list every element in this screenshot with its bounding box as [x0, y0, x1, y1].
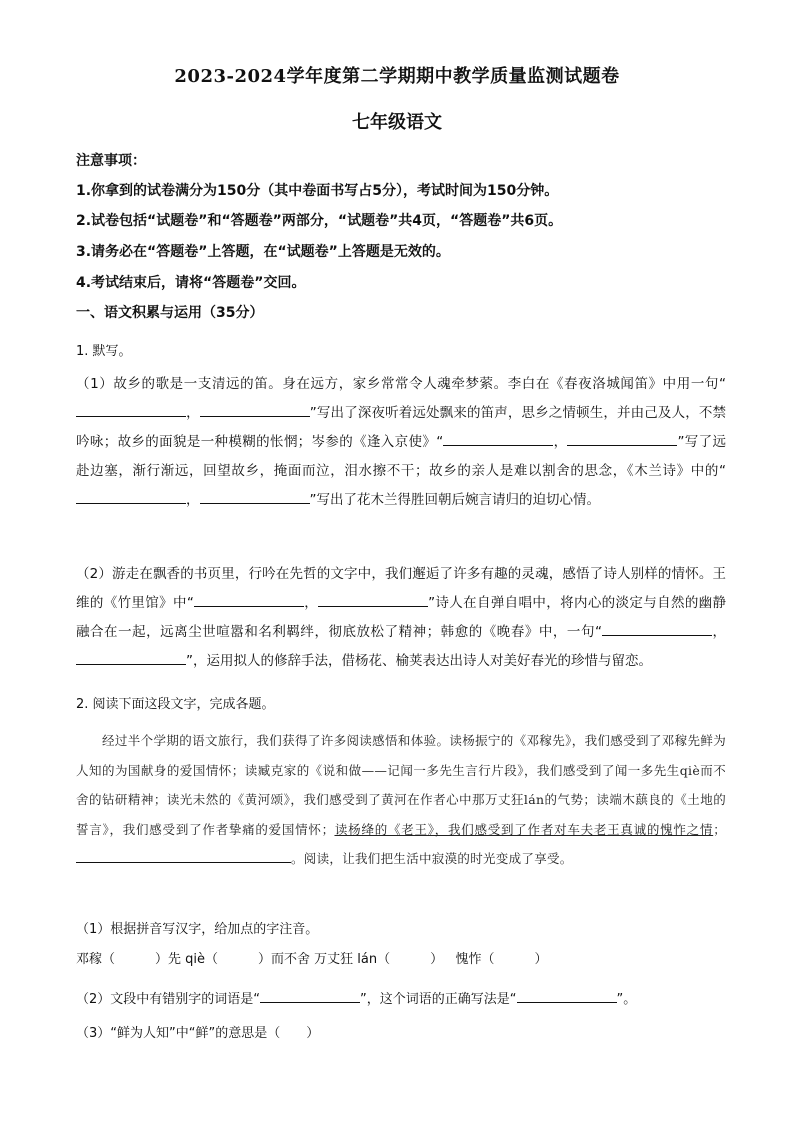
subquestion-2: （2）文段中有错别字的词语是“ ”，这个词语的正确写法是“ ”。	[76, 987, 636, 1007]
notice-item: 2.试卷包括“试题卷”和“答题卷”两部分，“试题卷”共4页，“答题卷”共6页。	[76, 213, 563, 229]
answer-blank[interactable]	[443, 430, 553, 446]
answer-blank[interactable]	[200, 488, 310, 504]
notice-item: 1.你拿到的试卷满分为150分（其中卷面书写占5分），考试时间为150分钟。	[76, 183, 559, 199]
answer-blank[interactable]	[76, 649, 186, 665]
question-1-part-1: （1）故乡的歌是一支清远的笛。身在远方，家乡常常令人魂牵梦萦。李白在《春夜洛城闻笛》中用一句“， ”写出了深夜听着远处飘来的笛声，思乡之情顿生，并由己及人，不禁吟咏；故乡的面貌是一种模糊的怅惘；岑参的《逢入京使》“ ， ”写了远赴边塞，渐行渐远，回望故乡，掩面而泣，泪水擦不干；故乡的亲人是难以割舍的思念，《木兰诗》中的“， ”写出了花木兰得胜回朝后婉言请归的迫切心情。	[76, 376, 726, 508]
answer-blank[interactable]	[260, 987, 360, 1003]
answer-blank[interactable]	[567, 430, 677, 446]
section-heading: 一、语文积累与运用（35分）	[76, 305, 264, 321]
question-1-part-2: （2）游走在飘香的书页里，行吟在先哲的文字中，我们邂逅了许多有趣的灵魂，感悟了诗人别样的情怀。王维的《竹里馆》中“ ， ”诗人在自弹自唱中，将内心的淡定与自然的幽静融合在一起，远离尘世喧嚣和名利羁绊，彻底放松了精神；韩愈的《晚春》中，一句“ ，”，运用拟人的修辞手法，借杨花、榆荚表达出诗人对美好春光的珍惜与留恋。	[76, 566, 727, 669]
answer-blank[interactable]	[200, 401, 310, 417]
answer-blank[interactable]	[76, 847, 291, 863]
answer-blank[interactable]	[517, 987, 617, 1003]
underlined-sentence: 读杨绛的《老王》，我们感受到了作者对车夫老王真诚的愧怍之情	[334, 821, 714, 837]
reading-passage: 经过半个学期的语文旅行，我们获得了许多阅读感悟和体验。读杨振宁的《邓稼先》，我们感受到了邓稼先鲜为人知的为国献身的爱国情怀；读臧克家的《说和做——记闻一多先生言行片段》，我们感受到了闻一多先生qiè而不舍的钻研精神；读光未然的《黄河颂》，我们感受到了黄河在作者心中那万丈狂lán的气势；读端木蕻良的《土地的誓言》，我们感受到了作者挚痛的爱国情怀；读杨绛的《老王》，我们感受到了作者对车夫老王真诚的愧怍之情；。阅读，让我们把生活中寂漠的时光变成了享受。	[76, 733, 726, 866]
answer-blank[interactable]	[76, 488, 186, 504]
notice-item: 3.请务必在“答题卷”上答题，在“试题卷”上答题是无效的。	[76, 244, 450, 260]
answer-blank[interactable]	[194, 591, 304, 607]
exam-subtitle: 七年级语文	[352, 112, 442, 133]
answer-blank[interactable]	[76, 401, 186, 417]
notice-item: 4.考试结束后，请将“答题卷”交回。	[76, 275, 306, 291]
subquestion-1: （1）根据拼音写汉字，给加点的字注音。	[76, 922, 319, 937]
question-1-label: 1. 默写。	[76, 344, 132, 359]
answer-blank[interactable]	[318, 591, 428, 607]
subquestion-3: （3）“鲜为人知”中“鲜”的意思是（ ）	[76, 1026, 320, 1041]
answer-blank[interactable]	[602, 620, 712, 636]
question-2-label: 2. 阅读下面这段文字，完成各题。	[76, 697, 275, 712]
pinyin-row: 邓稼（ ）先 qiè（ ）而不舍 万丈狂 lán（ ） 愧怍（ ）	[76, 952, 548, 967]
exam-title: 2023-2024学年度第二学期期中教学质量监测试题卷	[174, 66, 620, 87]
notice-heading: 注意事项：	[76, 153, 146, 169]
